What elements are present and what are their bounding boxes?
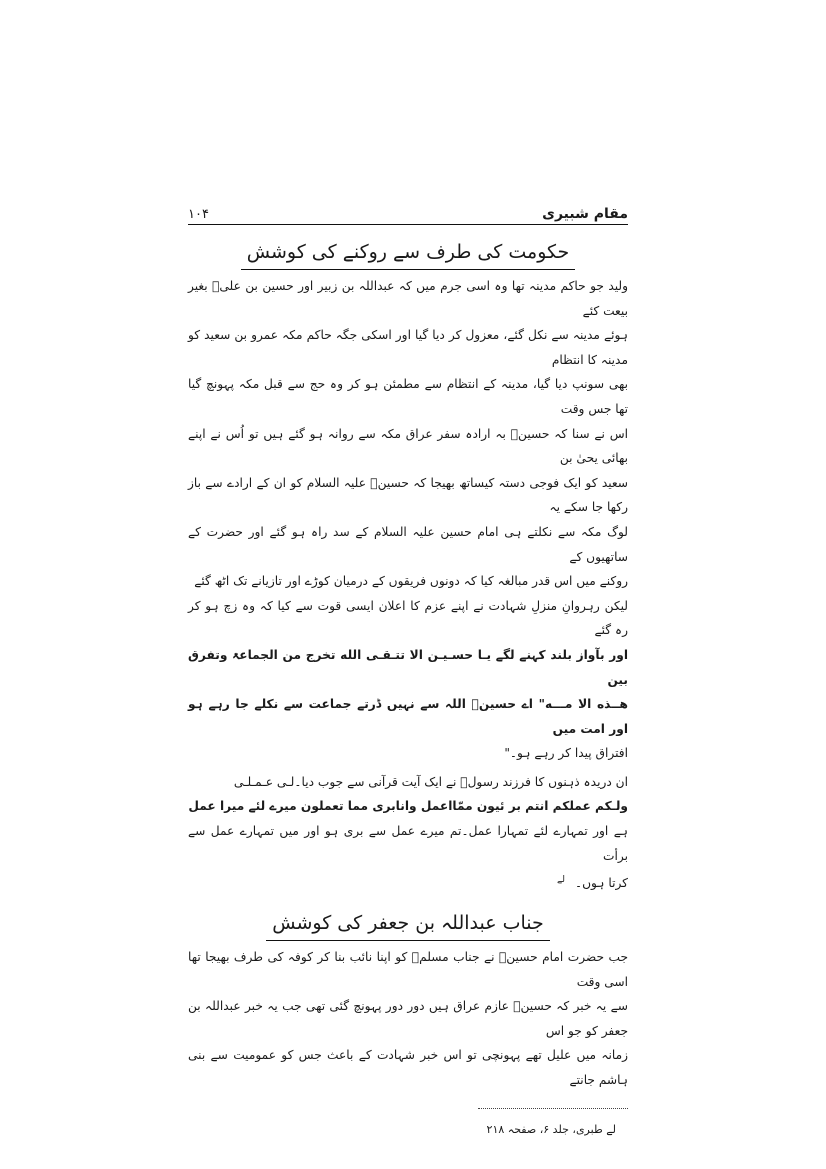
text-line-arabic: هــذه الا مـــه" اے حسینؑ اللہ سے نہیں ڈرتے جماعت سے نکلے جا رہے ہو اور امت میں <box>188 697 628 736</box>
text-line: زمانہ میں علیل تھے پہونچی تو اس خبر شہادت کے باعث جس کو عمومیت سے بنی ہاشم جانتے <box>188 1048 628 1087</box>
text-line: اس نے سنا کہ حسینؑ بہ ارادہ سفر عراق مکہ سے روانہ ہو گئے ہیں تو اُس نے اپنے بھائی یحیٰ بن <box>188 426 628 466</box>
text-line: جب حضرت امام حسینؑ نے جناب مسلمؑ کو اپنا نائب بنا کر کوفہ کی طرف بھیجا تھا اسی وقت <box>188 949 628 989</box>
text-line: ہوئے مدینہ سے نکل گئے، معزول کر دیا گیا اور اسکی جگہ حاکم مکہ عمرو بن سعید کو مدینہ کا انتظام <box>188 328 628 367</box>
section-heading-2: جناب عبداللہ بن جعفر کی کوشش <box>188 908 628 941</box>
book-title: مقام شبیری <box>542 206 628 222</box>
text-line: بھی سونپ دیا گیا، مدینہ کے انتظام سے مطمئن ہو کر وہ حج سے قبل مکہ پہونچ گیا تھا جس وقت <box>188 377 628 416</box>
paragraph-1 <box>188 274 628 766</box>
text-line-arabic: اور بآواز بلند کہنے لگے یـا حسـیـن الا تتـقـی الله تخرج من الجماعۃ وتفرق بین <box>188 647 628 687</box>
running-header <box>188 196 628 225</box>
paragraph-3 <box>188 945 628 1093</box>
section-heading-1: حکومت کی طرف سے روکنے کی کوشش <box>188 237 628 270</box>
text-line: سعید کو ایک فوجی دستہ کیساتھ بھیجا کہ حسینؑ علیہ السلام کو ان کے ارادے سے باز رکھا جا سکے یہ <box>188 475 628 515</box>
book-page <box>188 196 628 1136</box>
text-line: ولید جو حاکم مدینہ تھا وہ اسی جرم میں کہ عبداللہ بن زبیر اور حسین بن علیؑ بغیر بیعت کئے <box>188 279 628 318</box>
text-line-arabic: ولـکم عملکم انتم بر ئیون ممّااعمل وانابری مما تعملون میرے لئے میرا عمل <box>188 799 628 814</box>
footnote: لے طبری، جلد ۶، صفحہ ۲۱۸ <box>486 1123 616 1137</box>
text-line: لوگ مکہ سے نکلتے ہی امام حسین علیہ السلام کے سد راہ ہو گئے اور حضرت کے ساتھیوں کے <box>188 524 628 564</box>
text-line: سے یہ خبر کہ حسینؑ عازم عراق ہیں دور دور پہونچ گئی تھی جب یہ خبر عبداللہ بن جعفر کو جو اس <box>188 999 628 1038</box>
text-line: روکنے میں اس قدر مبالغہ کیا کہ دونوں فریقوں کے درمیان کوڑے اور تازیانے تک اٹھ گئے <box>194 574 628 589</box>
text-line: کرتا ہوں۔$^{لے}$ <box>556 875 628 891</box>
text-line: افتراق پیدا کر رہے ہو۔" <box>504 746 628 761</box>
text-line: ہے اور تمہارے لئے تمہارا عمل۔تم میرے عمل سے بری ہو اور میں تمہارے عمل سے برأت <box>188 824 628 863</box>
footnote-divider <box>478 1108 628 1109</box>
page-number: ۱۰۴ <box>188 207 209 222</box>
text-line: لیکن رہروانِ منزلِ شہادت نے اپنے عزم کا اعلان ایسی قوت سے کیا کہ وہ زچ ہو کر رہ گئے <box>188 598 628 638</box>
text-line: ان دریدہ ذہنوں کا فرزند رسولؐ نے ایک آیت قرآنی سے جوب دیا۔لـی عـمـلـی <box>233 774 628 789</box>
paragraph-2 <box>188 770 628 896</box>
footnote-marker: لے <box>556 875 565 886</box>
